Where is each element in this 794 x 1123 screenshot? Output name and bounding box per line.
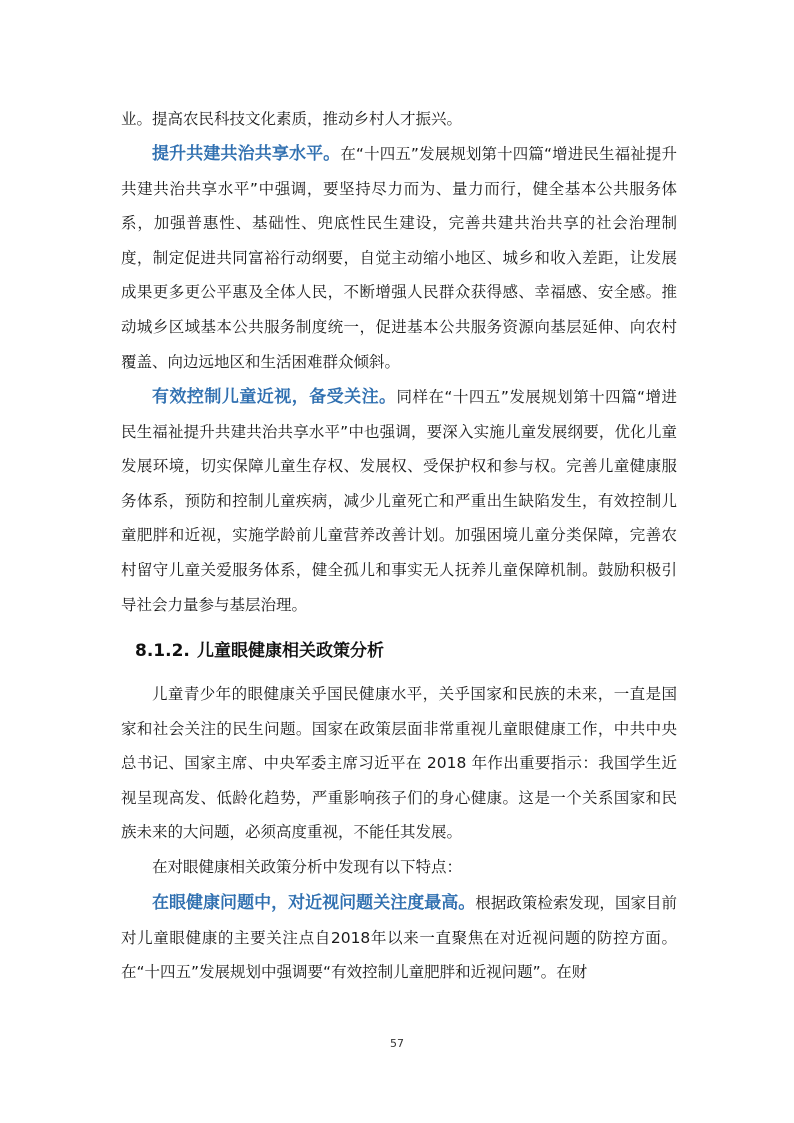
section-heading xyxy=(135,637,384,665)
paragraph-eye-health-intro xyxy=(121,677,677,850)
paragraph-lead-heading: 提升共建共治共享水平。 xyxy=(152,144,341,164)
section-number: 8.1.2. xyxy=(135,641,190,661)
paragraph-continuation xyxy=(121,102,677,137)
paragraph-text: 儿童青少年的眼健康关乎国民健康水平，关乎国家和民族的未来，一直是国家和社会关注的民生问题。国家在政策层面非常重视儿童眼健康工作，中共中央总书记、国家主席、中央军委主席习近平在 2018 年作出重要指示：我国学生近视呈现高发、低龄化趋势，严重影响孩子们的身心健康。这是一个关系国家和民族未来的大问题，必须高度重视，不能任其发展。 xyxy=(121,685,677,842)
paragraph-text: 业。提高农民科技文化素质，推动乡村人才振兴。 xyxy=(121,110,463,128)
paragraph-child-myopia-control xyxy=(121,380,677,622)
page-number: 57 xyxy=(390,1037,404,1050)
paragraph-myopia-focus xyxy=(121,886,677,990)
paragraph-common-prosperity xyxy=(121,137,677,379)
paragraph-lead-heading: 在眼健康问题中，对近视问题关注度最高。 xyxy=(152,893,476,913)
paragraph-text: 同样在“十四五”发展规划第十四篇“增进民生福祉提升共建共治共享水平”中也强调，要深入实施儿童发展纲要，优化儿童发展环境，切实保障儿童生存权、发展权、受保护权和参与权。完善儿童健康服务体系，预防和控制儿童疾病，减少儿童死亡和严重出生缺陷发生，有效控制儿童肥胖和近视，实施学龄前儿童营养改善计划。加强困境儿童分类保障，完善农村留守儿童关爱服务体系，健全孤儿和事实无人抚养儿童保障机制。鼓励积极引导社会力量参与基层治理。 xyxy=(121,388,678,614)
paragraph-text: 在“十四五”发展规划第十四篇“增进民生福祉提升共建共治共享水平”中强调，要坚持尽力而为、量力而行，健全基本公共服务体系，加强普惠性、基础性、兜底性民生建设，完善共建共治共享的社会治理制度，制定促进共同富裕行动纲要，自觉主动缩小地区、城乡和收入差距，让发展成果更多更公平惠及全体人民，不断增强人民群众获得感、幸福感、安全感。推动城乡区域基本公共服务制度统一，促进基本公共服务资源向基层延伸、向农村覆盖、向边远地区和生活困难群众倾斜。 xyxy=(121,145,678,371)
paragraph-features-intro xyxy=(121,850,677,885)
paragraph-text: 根据政策检索发现，国家目前对儿童眼健康的主要关注点自2018年以来一直聚焦在对近视问题的防控方面。在“十四五”发展规划中强调要“有效控制儿童肥胖和近视问题”。在财 xyxy=(121,894,677,982)
paragraph-text: 在对眼健康相关政策分析中发现有以下特点： xyxy=(152,858,463,876)
section-title: 儿童眼健康相关政策分析 xyxy=(197,641,384,661)
paragraph-lead-heading: 有效控制儿童近视，备受关注。 xyxy=(152,387,397,407)
